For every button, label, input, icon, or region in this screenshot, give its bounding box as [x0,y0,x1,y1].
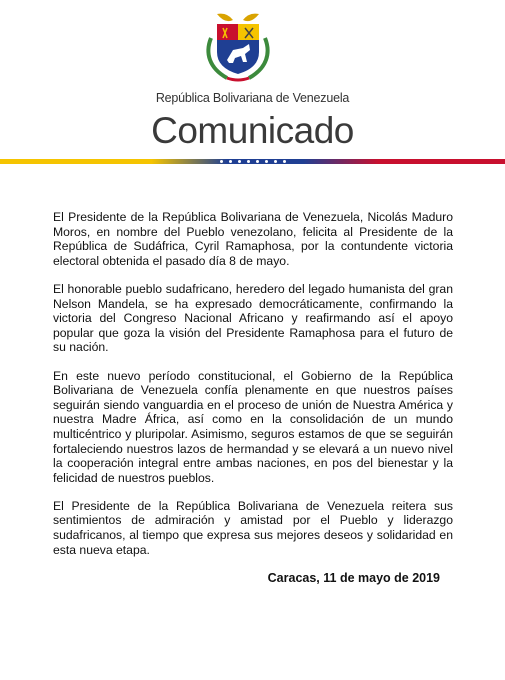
place-date: Caracas, 11 de mayo de 2019 [267,571,440,585]
paragraph-1: El Presidente de la República Bolivariana de Venezuela, Nicolás Maduro Moros, en nombre del Pueblo venezolano, felicita al Presidente de la República de Sudáfrica, Cyril Ramaphosa, por la contundente victoria electoral obtenida el pasado día 8 de mayo. [53,210,453,268]
document-title: Comunicado [151,110,354,151]
coat-of-arms-icon [203,8,273,84]
stars-row [0,159,505,164]
paragraph-4: El Presidente de la República Bolivariana de Venezuela reitera sus sentimientos de admiración y amistad por el Pueblo y liderazgo sudafricanos, al tiempo que expresa sus mejores deseos y solidaridad en esta nueva etapa. [53,498,453,557]
institution-name: República Bolivariana de Venezuela [155,91,350,105]
communique-body [53,210,453,571]
letterhead [0,0,505,175]
paragraph-2: El honorable pueblo sudafricano, heredero del legado humanista del gran Nelson Mandela, se ha expresado democráticamente, confirmando la victoria del Congreso Nacional Africano y reafirmando así el apoyo popular que goza la visión del Presidente Ramaphosa para el futuro de su nación. [53,281,453,355]
paragraph-3: En este nuevo período constitucional, el Gobierno de la República Bolivariana de Venezuela confía plenamente en que nuestros países seguirán siendo vanguardia en el proceso de unión de Nuestra América y nuestra Madre África, así como en la consolidación de un mundo multicéntrico y pluripolar. Asimismo, seguros estamos de que se seguirán fortaleciendo nuestros lazos de hermandad y se elevará a un nuevo nivel la cooperación integral entre ambas naciones, en pos del bienestar y la felicidad de nuestros pueblos. [53,368,453,485]
